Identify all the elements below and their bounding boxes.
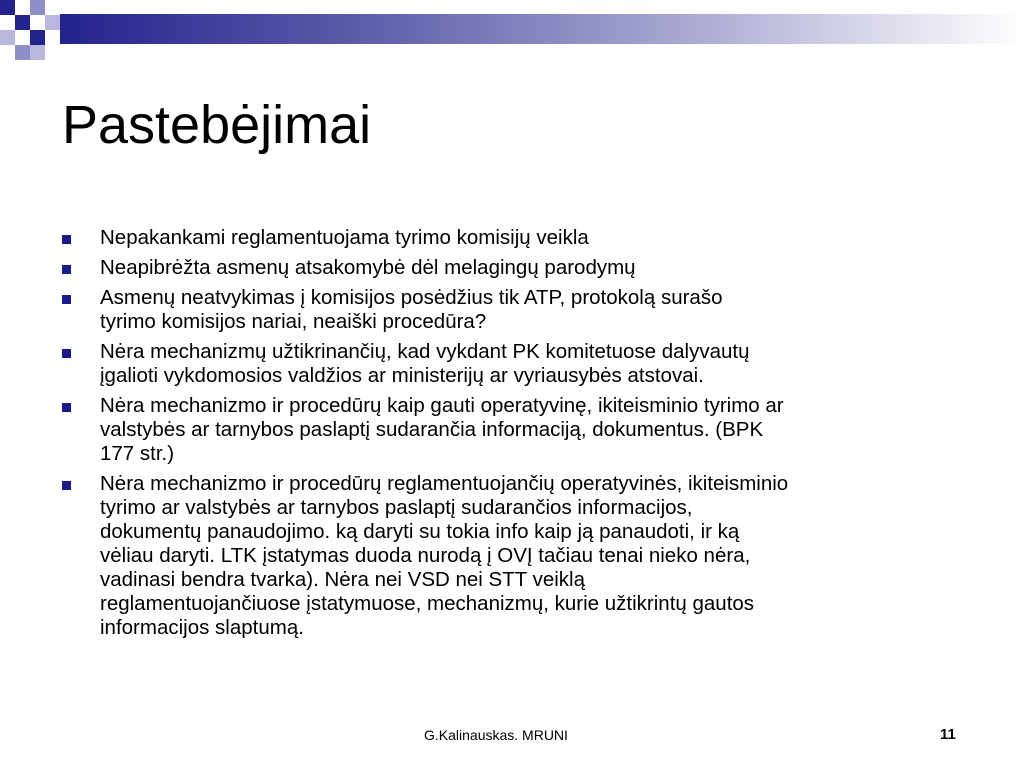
bullet-item bbox=[62, 340, 972, 388]
square-bullet-icon bbox=[62, 265, 71, 274]
decor-square bbox=[30, 30, 45, 45]
page-number: 11 bbox=[940, 726, 956, 743]
decor-square bbox=[0, 15, 15, 30]
decor-square bbox=[15, 45, 30, 60]
square-bullet-icon bbox=[62, 295, 71, 304]
bullet-item bbox=[62, 286, 972, 334]
bullet-text: Nepakankami reglamentuojama tyrimo komisijų veikla bbox=[100, 226, 589, 249]
bullet-text: Nėra mechanizmų užtikrinančių, kad vykdant PK komitetuose dalyvautų įgalioti vykdomosios valdžios ar ministerijų ar vyriausybės atstovai. bbox=[100, 340, 750, 387]
footer-author: G.Kalinauskas. MRUNI bbox=[424, 727, 568, 743]
bullet-text: Nėra mechanizmo ir procedūrų reglamentuojančių operatyvinės, ikiteisminio tyrimo ar valstybės ar tarnybos paslaptį sudarančios informacijos, dokumentų panaudojimo. ką daryti su tokia info kaip ją panaudoti, ir ką vėliau daryti. LTK įstatymas duoda nurodą į OVĮ tačiau tenai nieko nėra, vadinasi bendra tvarka). Nėra nei VSD nei STT veiklą reglamentuojančiuose įstatymuose, mechanizmų, kurie užtikrintų gautos informacijos slaptumą. bbox=[100, 472, 789, 639]
bullet-item bbox=[62, 256, 972, 280]
slide-title: Pastebėjimai bbox=[62, 95, 372, 155]
bullet-text: Asmenų neatvykimas į komisijos posėdžius tik ATP, protokolą surašo tyrimo komisijos nariai, neaiški procedūra? bbox=[100, 286, 723, 333]
square-bullet-icon bbox=[62, 481, 71, 490]
square-bullet-icon bbox=[62, 403, 71, 412]
bullet-item bbox=[62, 472, 972, 640]
decor-square bbox=[30, 0, 45, 15]
header-gradient-bar bbox=[60, 14, 1024, 44]
bullet-text: Nėra mechanizmo ir procedūrų kaip gauti operatyvinę, ikiteisminio tyrimo ar valstybės ar tarnybos paslaptį sudarančia informaciją, dokumentus. (BPK 177 str.) bbox=[100, 394, 784, 465]
decor-square bbox=[0, 30, 15, 45]
decor-square bbox=[45, 0, 60, 15]
decor-square bbox=[15, 30, 30, 45]
bullet-item bbox=[62, 226, 972, 250]
square-bullet-icon bbox=[62, 349, 71, 358]
decor-square bbox=[30, 45, 45, 60]
decor-square bbox=[45, 30, 60, 45]
bullet-text: Neapibrėžta asmenų atsakomybė dėl melagingų parodymų bbox=[100, 256, 636, 279]
decor-square bbox=[45, 15, 60, 30]
bullet-item bbox=[62, 394, 972, 466]
decor-square bbox=[30, 15, 45, 30]
bullet-list bbox=[62, 226, 972, 646]
decor-square bbox=[0, 0, 15, 15]
square-bullet-icon bbox=[62, 235, 71, 244]
decor-square bbox=[15, 0, 30, 15]
decor-square bbox=[15, 15, 30, 30]
